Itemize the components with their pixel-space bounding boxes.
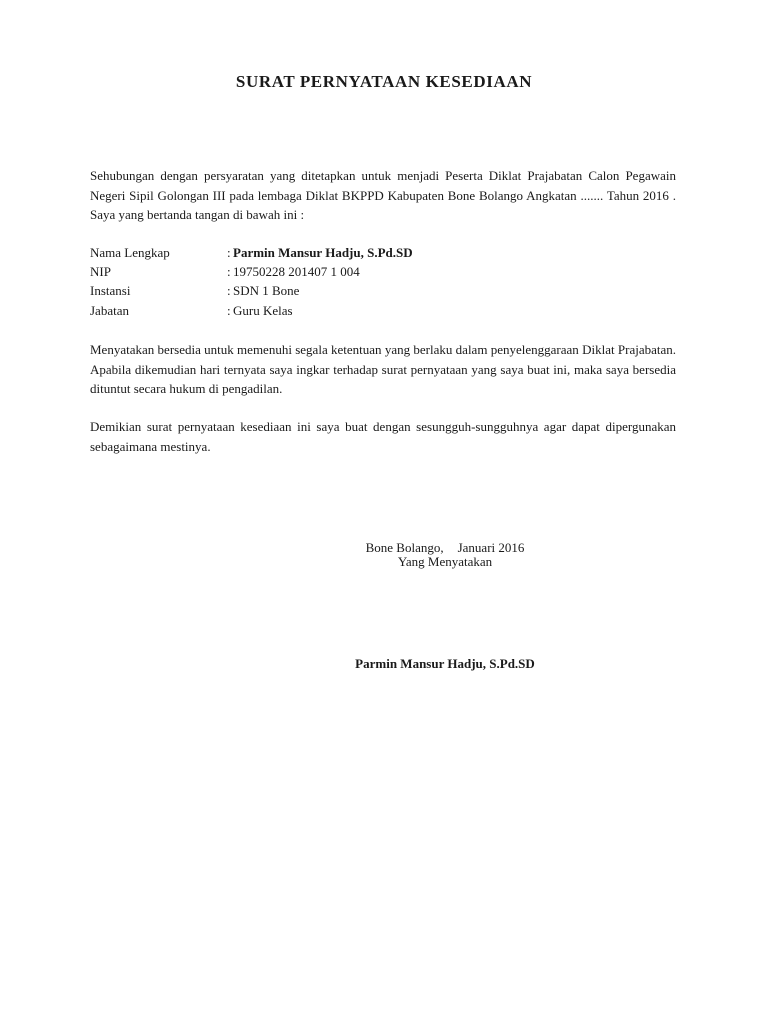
signature-name: Parmin Mansur Hadju, S.Pd.SD [355, 656, 535, 671]
intro-paragraph: Sehubungan dengan persyaratan yang ditetapkan untuk menjadi Peserta Diklat Prajabatan Calon Pegawain Negeri Sipil Golongan III pada lembaga Diklat BKPPD Kabupaten Bone Bolango Angkatan ....... Tahun 2016 . Saya yang bertanda tangan di bawah ini : [90, 168, 676, 222]
identity-fields [90, 243, 676, 320]
field-row-name [90, 243, 676, 262]
field-value-instansi: SDN 1 Bone [233, 283, 300, 299]
signature-date: Januari 2016 [457, 540, 525, 555]
field-value-jabatan: Guru Kelas [233, 302, 293, 318]
field-colon: : [227, 302, 231, 318]
signature-place-date [300, 541, 590, 555]
field-label-instansi: Instansi [90, 283, 131, 299]
field-colon: : [227, 283, 231, 299]
signature-place: Bone Bolango, [365, 540, 444, 555]
field-value-name: Parmin Mansur Hadju, S.Pd.SD [233, 245, 413, 260]
closing-paragraph: Demikian surat pernyataan kesediaan ini saya buat dengan sesungguh-sungguhnya agar dapat dipergunakan sebagaimana mestinya. [90, 419, 676, 454]
field-row-instansi [90, 281, 676, 300]
field-value-nip: 19750228 201407 1 004 [233, 264, 360, 280]
field-label-name: Nama Lengkap [90, 245, 170, 260]
field-row-nip [90, 262, 676, 281]
field-colon: : [227, 264, 231, 280]
field-label-nip: NIP [90, 264, 111, 280]
document-title: SURAT PERNYATAAN KESEDIAAN [235, 72, 533, 91]
field-label-jabatan: Jabatan [90, 302, 129, 318]
field-row-jabatan [90, 301, 676, 320]
statement-paragraph: Menyatakan bersedia untuk memenuhi segala ketentuan yang berlaku dalam penyelenggaraan Diklat Prajabatan. Apabila dikemudian hari ternyata saya ingkar terhadap surat pernyataan yang saya buat ini, maka saya bersedia dituntut secara hukum di pengadilan. [90, 342, 676, 396]
signature-role: Yang Menyatakan [397, 554, 493, 569]
field-colon: : [227, 245, 231, 260]
